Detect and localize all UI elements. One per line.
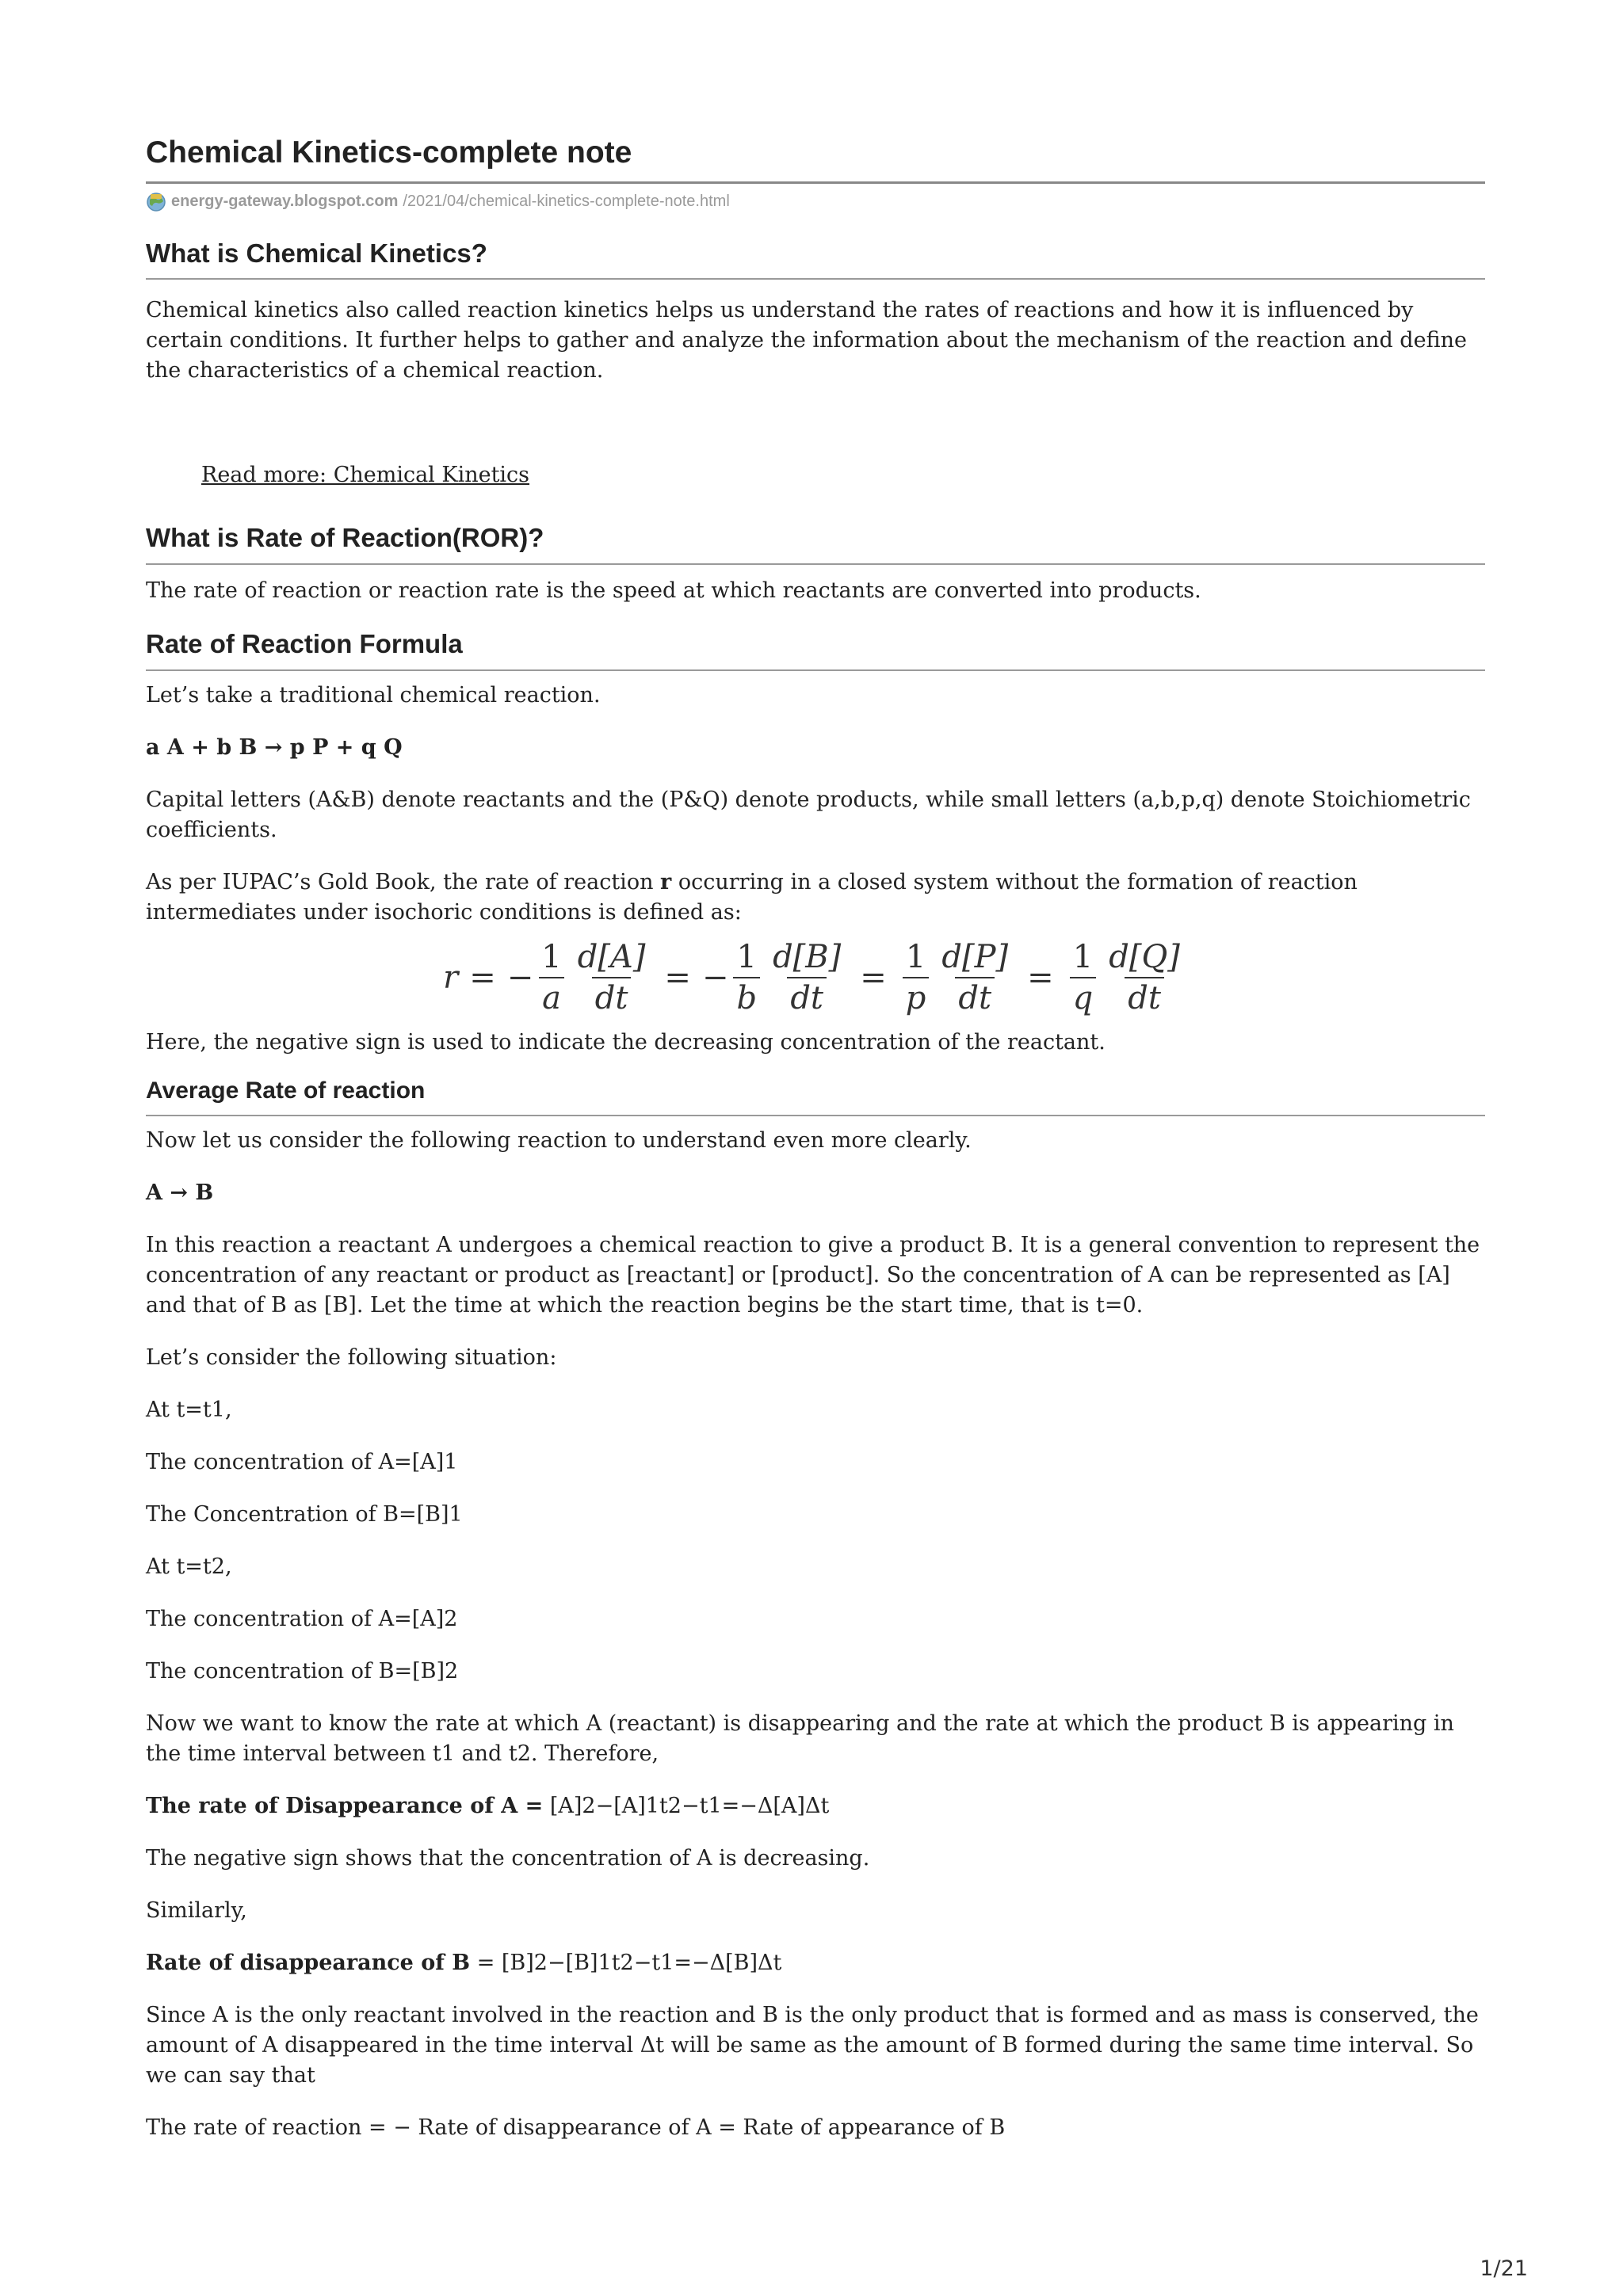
para-avg-1: Now let us consider the following reaction to understand even more clearly. bbox=[146, 1127, 972, 1153]
para-avg-3: Let’s consider the following situation: bbox=[146, 1344, 557, 1370]
fraction-1-over-a: $\frac{1}{a}$ bbox=[538, 940, 564, 1015]
formula-minus-1: − bbox=[506, 959, 534, 996]
para-avg-10: Now we want to know the rate at which A (reactant) is disappearing and the rate at which the product B is appearing in the time interval between t1 and t2. Therefore, bbox=[146, 1711, 1454, 1766]
rate-formula-block bbox=[146, 940, 1485, 1015]
disappearance-b-label: Rate of disappearance of B bbox=[146, 1950, 471, 1975]
read-more-link[interactable]: Read more: Chemical Kinetics bbox=[201, 463, 530, 488]
para-ror-definition: The rate of reaction or reaction rate is the speed at which reactants are converted into products. bbox=[146, 578, 1201, 603]
iupac-post-text: occurring in a closed system without the formation of reaction intermediates under isochoric conditions is defined as: bbox=[146, 869, 1358, 925]
disappearance-a-expr: [A]2−[A]1t2−t1=−Δ[A]Δt bbox=[543, 1793, 830, 1818]
para-avg-15: Since A is the only reactant involved in the reaction and B is the only product that is formed and as mass is conserved, the amount of A disappeared in the time interval Δt will be same as the amount of B formed during the same time interval. So we can say that bbox=[146, 2002, 1479, 2088]
fraction-1-over-q: $\frac{1}{q}$ bbox=[1070, 940, 1097, 1015]
para-avg-13: Similarly, bbox=[146, 1897, 247, 1923]
heading-rate-of-reaction: What is Rate of Reaction(ROR)? bbox=[146, 522, 1485, 565]
source-domain[interactable]: energy-gateway.blogspot.com bbox=[171, 193, 399, 211]
reaction-a-to-b: A → B bbox=[146, 1180, 214, 1205]
fraction-1-over-p: $\frac{1}{p}$ bbox=[903, 940, 930, 1015]
heading-what-is-chemical-kinetics: What is Chemical Kinetics? bbox=[146, 238, 1485, 280]
para-avg-7: At t=t2, bbox=[146, 1554, 232, 1579]
para-avg-9: The concentration of B=[B]2 bbox=[146, 1658, 459, 1684]
para-disappearance-a bbox=[146, 1791, 1485, 1821]
rate-formula bbox=[443, 940, 1188, 1015]
para-avg-5: The concentration of A=[A]1 bbox=[146, 1449, 458, 1474]
formula-equals-4: = bbox=[1027, 959, 1054, 996]
para-negative-sign: Here, the negative sign is used to indicate the decreasing concentration of the reactant. bbox=[146, 1029, 1106, 1055]
source-path[interactable]: /2021/04/chemical-kinetics-complete-note.html bbox=[403, 193, 730, 211]
general-reaction-equation: a A + b B → p P + q Q bbox=[146, 734, 403, 760]
fraction-dQ-dt: $\frac{d[Q]}{dt}$ bbox=[1109, 938, 1180, 1016]
para-avg-6: The Concentration of B=[B]1 bbox=[146, 1501, 463, 1527]
para-iupac bbox=[146, 868, 1485, 928]
para-avg-4: At t=t1, bbox=[146, 1397, 232, 1422]
iupac-pre-text: As per IUPAC’s Gold Book, the rate of reaction bbox=[146, 869, 661, 894]
page-title: Chemical Kinetics-complete note bbox=[146, 135, 1485, 184]
fraction-dB-dt: $\frac{d[B]}{dt}$ bbox=[773, 938, 842, 1016]
document-page bbox=[146, 135, 1485, 2143]
disappearance-b-expr: = [B]2−[B]1t2−t1=−Δ[B]Δt bbox=[470, 1950, 782, 1975]
para-avg-16: The rate of reaction = − Rate of disappearance of A = Rate of appearance of B bbox=[146, 2115, 1006, 2140]
formula-equals-1: = bbox=[469, 959, 496, 996]
para-disappearance-b bbox=[146, 1948, 1485, 1978]
fraction-dP-dt: $\frac{d[P]}{dt}$ bbox=[941, 938, 1009, 1016]
heading-average-rate: Average Rate of reaction bbox=[146, 1077, 1485, 1116]
para-traditional-reaction: Let’s take a traditional chemical reaction. bbox=[146, 682, 601, 707]
read-more-row bbox=[201, 460, 1485, 490]
fraction-dA-dt: $\frac{d[A]}{dt}$ bbox=[577, 938, 646, 1016]
formula-equals-3: = bbox=[860, 959, 887, 996]
fraction-1-over-b: $\frac{1}{b}$ bbox=[733, 940, 760, 1015]
para-chemical-kinetics-intro: Chemical kinetics also called reaction kinetics helps us understand the rates of reactions and how it is influenced by certain conditions. It further helps to gather and analyze the information about the mechanism of the reaction and define the characteristics of a chemical reaction. bbox=[146, 298, 1467, 383]
iupac-r-symbol: r bbox=[660, 869, 672, 894]
para-avg-12: The negative sign shows that the concentration of A is decreasing. bbox=[146, 1845, 870, 1871]
source-line bbox=[146, 190, 1485, 214]
disappearance-a-label: The rate of Disappearance of A = bbox=[146, 1793, 544, 1818]
formula-minus-2: − bbox=[701, 959, 729, 996]
para-capital-letters: Capital letters (A&B) denote reactants and the (P&Q) denote products, while small letters (a,b,p,q) denote Stoichiometric coefficients. bbox=[146, 787, 1471, 842]
formula-equals-2: = bbox=[664, 959, 691, 996]
formula-r: r bbox=[443, 959, 459, 996]
para-avg-8: The concentration of A=[A]2 bbox=[146, 1606, 458, 1631]
page-number: 1/21 bbox=[1480, 2256, 1528, 2281]
para-avg-2: In this reaction a reactant A undergoes a chemical reaction to give a product B. It is a general convention to represent the concentration of any reactant or product as [reactant] or [product]. So the concentration of A can be represented as [A] and that of B as [B]. Let the time at which the reaction begins be the start time, that is t=0. bbox=[146, 1232, 1480, 1318]
globe-icon bbox=[146, 192, 166, 212]
heading-rate-formula: Rate of Reaction Formula bbox=[146, 628, 1485, 671]
